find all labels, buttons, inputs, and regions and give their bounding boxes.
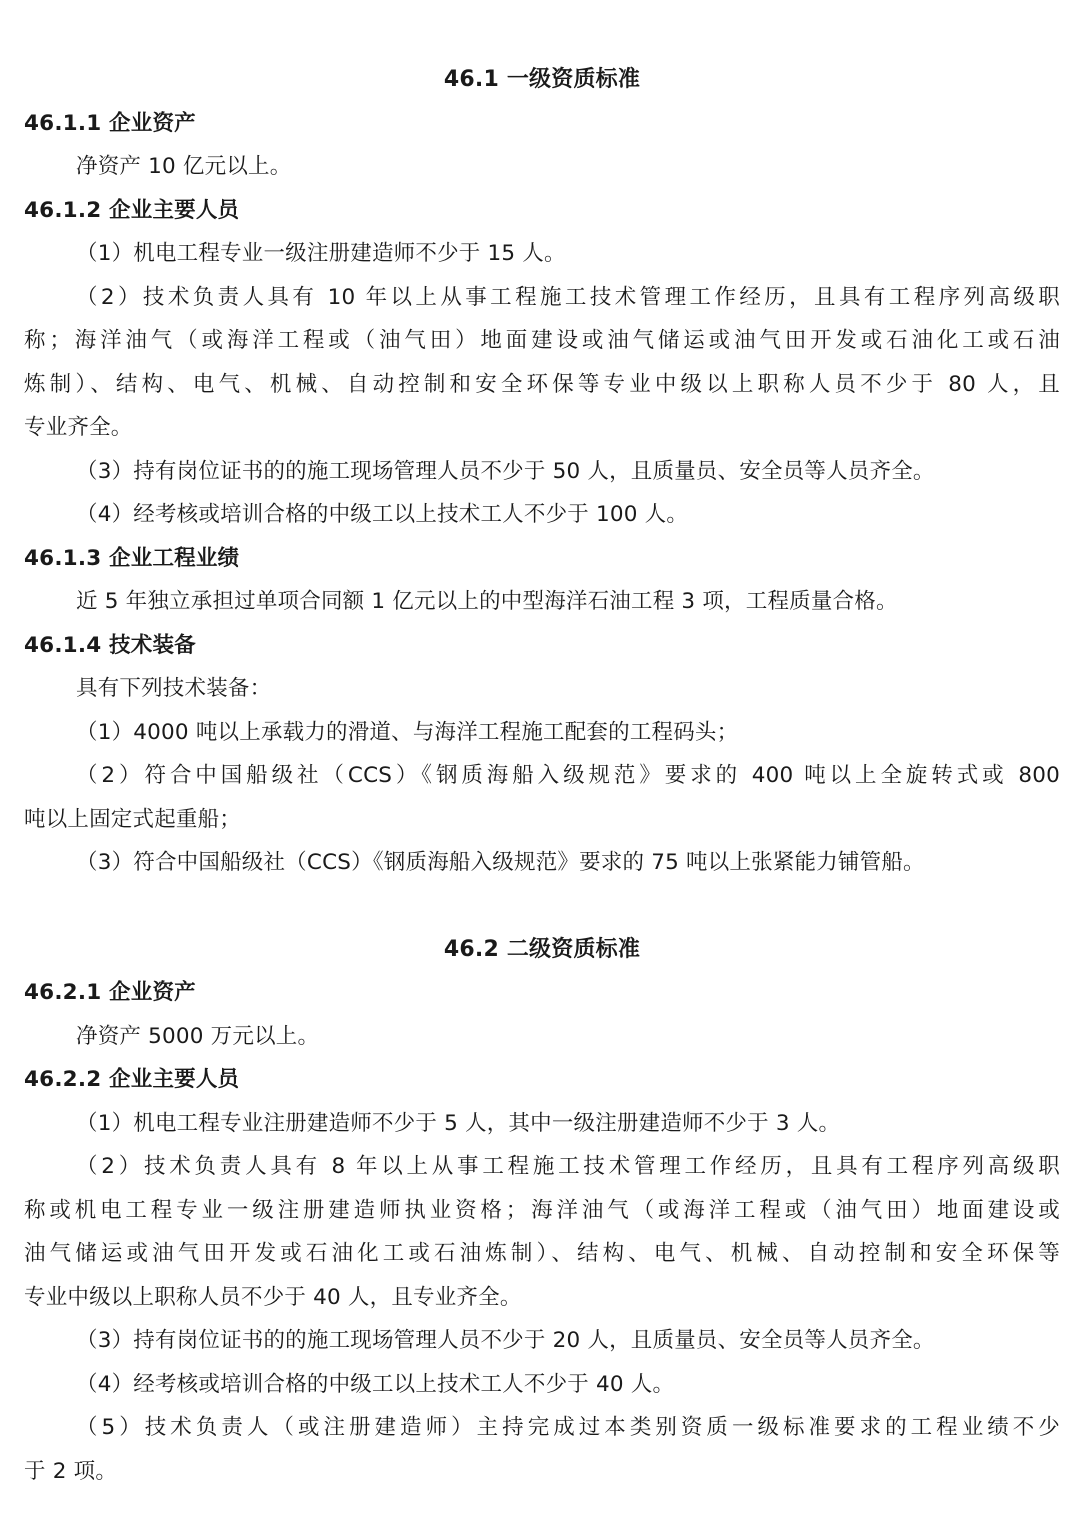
subsection-heading-personnel: 46.2.2 企业主要人员 <box>24 1067 240 1092</box>
section-spacer <box>24 885 1060 928</box>
personnel-item-1: （1）机电工程专业注册建造师不少于 5 人，其中一级注册建造师不少于 3 人。 <box>76 1110 841 1136</box>
subsection-heading-assets: 46.1.1 企业资产 <box>24 110 196 136</box>
section-title: 46.1 一级资质标准 <box>443 67 641 92</box>
document-page <box>24 58 1060 1493</box>
subsection-heading-personnel: 46.1.2 企业主要人员 <box>24 197 240 223</box>
equipment-item-3: （3）符合中国船级社（CCS）《钢质海船入级规范》要求的 75 吨以上张紧能力铺管船。 <box>76 850 925 875</box>
personnel-item-2-line-2: 称或机电工程专业一级注册建造师执业资格；海洋油气（或海洋工程或（油气田）地面建设或 <box>24 1197 1060 1223</box>
personnel-item-2-line-4: 专业中级以上职称人员不少于 40 人，且专业齐全。 <box>24 1284 522 1310</box>
subsection-heading-performance: 46.1.3 企业工程业绩 <box>24 545 240 571</box>
paragraph-performance: 近 5 年独立承担过单项合同额 1 亿元以上的中型海洋石油工程 3 项，工程质量合格。 <box>76 589 898 614</box>
personnel-item-2-line-1: （2）技术负责人具有 8 年以上从事工程施工技术管理工作经历，且具有工程序列高级职 <box>76 1154 1060 1179</box>
paragraph-assets: 净资产 5000 万元以上。 <box>76 1023 320 1049</box>
personnel-item-4: （4）经考核或培训合格的中级工以上技术工人不少于 40 人。 <box>76 1371 675 1397</box>
personnel-item-1: （1）机电工程专业一级注册建造师不少于 15 人。 <box>76 241 566 266</box>
paragraph-assets: 净资产 10 亿元以上。 <box>76 154 292 179</box>
personnel-item-2-line-1: （2）技术负责人具有 10 年以上从事工程施工技术管理工作经历，且具有工程序列高级职 <box>76 284 1060 310</box>
subsection-heading-equipment: 46.1.4 技术装备 <box>24 632 196 658</box>
personnel-item-2-line-3: 炼制）、结构、电气、机械、自动控制和安全环保等专业中级以上职称人员不少于 80 人，且 <box>24 371 1060 397</box>
personnel-item-4: （4）经考核或培训合格的中级工以上技术工人不少于 100 人。 <box>76 502 689 527</box>
personnel-item-3: （3）持有岗位证书的的施工现场管理人员不少于 50 人，且质量员、安全员等人员齐全。 <box>76 458 935 484</box>
equipment-item-2-line-1: （2）符合中国船级社（CCS）《钢质海船入级规范》要求的 400 吨以上全旋转式或 800 <box>76 763 1060 788</box>
section-title: 46.2 二级资质标准 <box>443 936 641 962</box>
subsection-heading-assets: 46.2.1 企业资产 <box>24 980 196 1005</box>
personnel-item-5-line-2: 于 2 项。 <box>24 1458 118 1484</box>
personnel-item-2-line-2: 称；海洋油气（或海洋工程或（油气田）地面建设或油气储运或油气田开发或石油化工或石油 <box>24 328 1060 353</box>
paragraph-equipment-intro: 具有下列技术装备： <box>76 676 272 701</box>
personnel-item-2-line-3: 油气储运或油气田开发或石油化工或石油炼制）、结构、电气、机械、自动控制和安全环保等 <box>24 1241 1060 1266</box>
equipment-item-2-line-2: 吨以上固定式起重船； <box>24 806 242 832</box>
personnel-item-5-line-1: （5）技术负责人（或注册建造师）主持完成过本类别资质一级标准要求的工程业绩不少 <box>76 1415 1060 1440</box>
personnel-item-3: （3）持有岗位证书的的施工现场管理人员不少于 20 人，且质量员、安全员等人员齐全。 <box>76 1328 935 1353</box>
personnel-item-2-line-4: 专业齐全。 <box>24 415 133 440</box>
equipment-item-1: （1）4000 吨以上承载力的滑道、与海洋工程施工配套的工程码头； <box>76 719 739 745</box>
